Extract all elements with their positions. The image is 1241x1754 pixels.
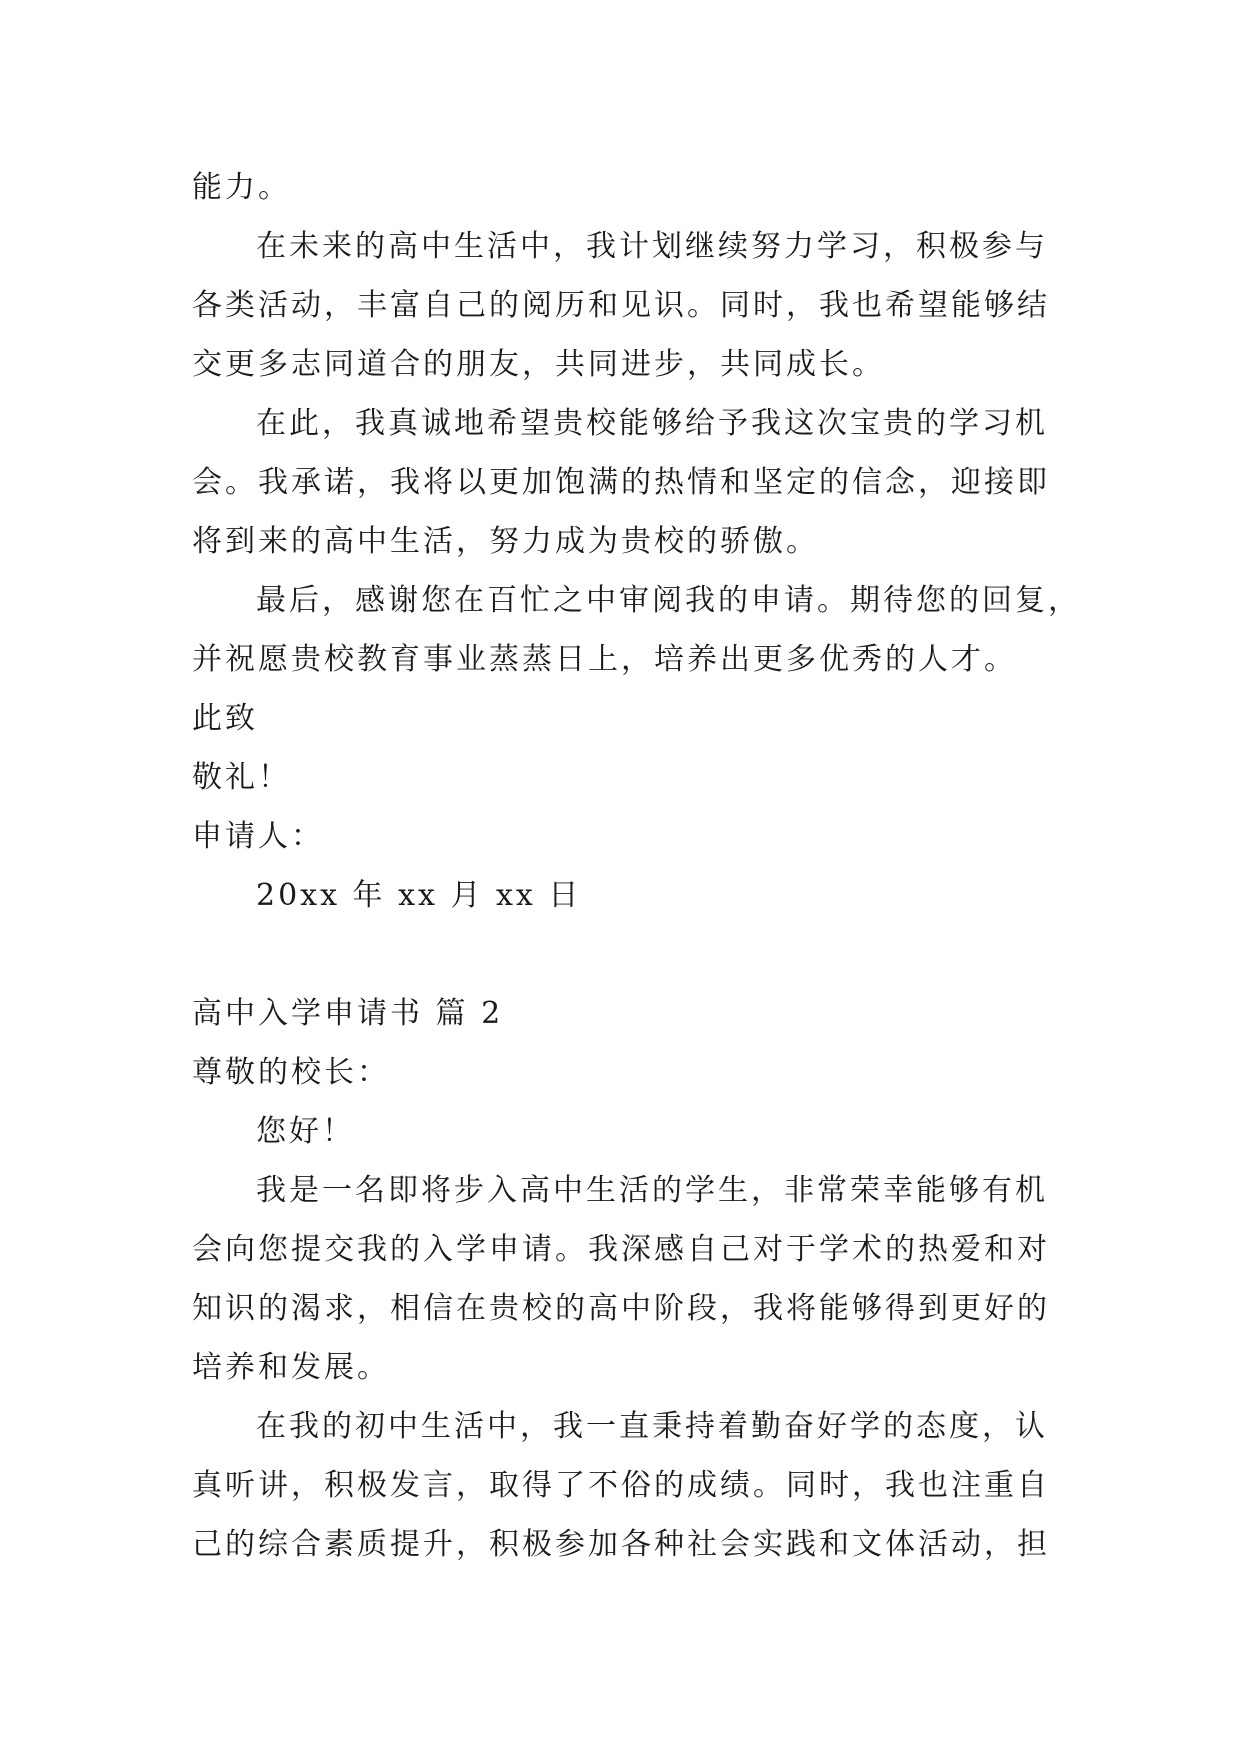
- greeting-addressee: 尊敬的校长：: [192, 1055, 390, 1090]
- paragraph-line: 将到来的高中生活，努力成为贵校的骄傲。: [192, 524, 819, 559]
- applicant-label: 申请人：: [192, 819, 324, 854]
- document-page: [192, 158, 1081, 1574]
- closing-regards: 敬礼！: [192, 760, 291, 795]
- section-title: 高中入学申请书 篇 2: [192, 996, 504, 1031]
- paragraph-line: 各类活动，丰富自己的阅历和见识。同时，我也希望能够结: [192, 288, 1050, 323]
- paragraph-line: 我是一名即将步入高中生活的学生，非常荣幸能够有机: [256, 1173, 1048, 1208]
- section-spacer: [192, 925, 1058, 984]
- paragraph-line: 真听讲，积极发言，取得了不俗的成绩。同时，我也注重自: [192, 1468, 1050, 1503]
- paragraph-line: 知识的渴求，相信在贵校的高中阶段，我将能够得到更好的: [192, 1291, 1050, 1326]
- closing-salutation: 此致: [192, 701, 258, 736]
- paragraph-line: 培养和发展。: [192, 1350, 390, 1385]
- paragraph-line: 能力。: [192, 170, 291, 205]
- paragraph-line: 会。我承诺，我将以更加饱满的热情和坚定的信念，迎接即: [192, 465, 1050, 500]
- paragraph-line: 并祝愿贵校教育事业蒸蒸日上，培养出更多优秀的人才。: [192, 642, 1017, 677]
- paragraph-line: 在此，我真诚地希望贵校能够给予我这次宝贵的学习机: [256, 406, 1048, 441]
- paragraph-line: 在未来的高中生活中，我计划继续努力学习，积极参与: [256, 229, 1048, 264]
- date-line: 20xx 年 xx 月 xx 日: [256, 878, 582, 913]
- paragraph-line: 会向您提交我的入学申请。我深感自己对于学术的热爱和对: [192, 1232, 1050, 1267]
- paragraph-line: 最后，感谢您在百忙之中审阅我的申请。期待您的回复，: [256, 583, 1081, 618]
- paragraph-line: 己的综合素质提升，积极参加各种社会实践和文体活动，担: [192, 1527, 1050, 1562]
- paragraph-line: 在我的初中生活中，我一直秉持着勤奋好学的态度，认: [256, 1409, 1048, 1444]
- greeting: 您好！: [256, 1114, 355, 1149]
- paragraph-line: 交更多志同道合的朋友，共同进步，共同成长。: [192, 347, 885, 382]
